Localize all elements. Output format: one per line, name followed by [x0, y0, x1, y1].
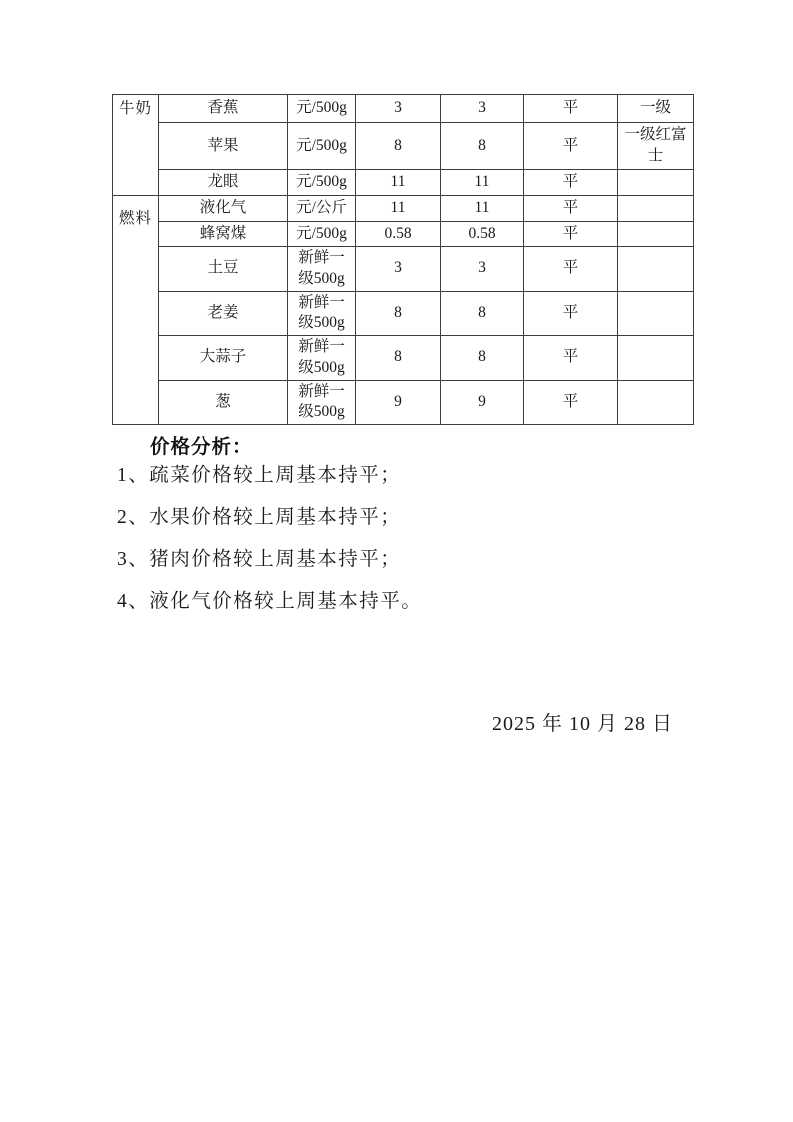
previous-price-cell: 8	[441, 291, 524, 336]
spec-cell: 新鲜一级500g	[288, 291, 356, 336]
analysis-item: 4、液化气价格较上周基本持平。	[117, 591, 423, 612]
current-price-cell: 0.58	[356, 222, 441, 247]
previous-price-cell: 3	[441, 95, 524, 123]
item-cell: 龙眼	[159, 170, 288, 196]
item-cell: 老姜	[159, 291, 288, 336]
spec-cell: 新鲜一级500g	[288, 247, 356, 292]
spec-cell: 新鲜一级500g	[288, 380, 356, 425]
table-row	[113, 170, 694, 196]
analysis-item: 3、猪肉价格较上周基本持平；	[117, 549, 402, 570]
table-row	[113, 196, 694, 222]
trend-cell: 平	[524, 222, 618, 247]
trend-cell: 平	[524, 336, 618, 381]
trend-cell: 平	[524, 123, 618, 170]
previous-price-cell: 11	[441, 170, 524, 196]
table-row	[113, 291, 694, 336]
current-price-cell: 3	[356, 247, 441, 292]
trend-cell: 平	[524, 247, 618, 292]
remark-cell	[618, 380, 694, 425]
analysis-heading: 价格分析：	[150, 436, 253, 458]
previous-price-cell: 11	[441, 196, 524, 222]
remark-cell	[618, 247, 694, 292]
item-cell: 土豆	[159, 247, 288, 292]
remark-cell	[618, 170, 694, 196]
previous-price-cell: 9	[441, 380, 524, 425]
table-row	[113, 380, 694, 425]
previous-price-cell: 0.58	[441, 222, 524, 247]
current-price-cell: 11	[356, 170, 441, 196]
report-date: 2025 年 10 月 28 日	[492, 713, 673, 735]
analysis-list	[117, 465, 677, 633]
spec-cell: 元/500g	[288, 222, 356, 247]
price-table	[112, 94, 694, 425]
current-price-cell: 11	[356, 196, 441, 222]
previous-price-cell: 3	[441, 247, 524, 292]
spec-cell: 元/公斤	[288, 196, 356, 222]
category-cell: 牛奶	[113, 95, 159, 196]
current-price-cell: 3	[356, 95, 441, 123]
spec-cell: 元/500g	[288, 95, 356, 123]
item-cell: 苹果	[159, 123, 288, 170]
table-row	[113, 95, 694, 123]
trend-cell: 平	[524, 380, 618, 425]
remark-cell	[618, 291, 694, 336]
table-row	[113, 247, 694, 292]
remark-cell: 一级	[618, 95, 694, 123]
trend-cell: 平	[524, 170, 618, 196]
remark-cell: 一级红富士	[618, 123, 694, 170]
table-row	[113, 222, 694, 247]
spec-cell: 元/500g	[288, 170, 356, 196]
analysis-item: 1、疏菜价格较上周基本持平；	[117, 465, 402, 486]
trend-cell: 平	[524, 291, 618, 336]
remark-cell	[618, 196, 694, 222]
item-cell: 蜂窝煤	[159, 222, 288, 247]
analysis-item: 2、水果价格较上周基本持平；	[117, 507, 402, 528]
current-price-cell: 8	[356, 123, 441, 170]
remark-cell	[618, 336, 694, 381]
item-cell: 香蕉	[159, 95, 288, 123]
table-row	[113, 336, 694, 381]
spec-cell: 元/500g	[288, 123, 356, 170]
remark-cell	[618, 222, 694, 247]
trend-cell: 平	[524, 196, 618, 222]
item-cell: 葱	[159, 380, 288, 425]
table-row	[113, 123, 694, 170]
trend-cell: 平	[524, 95, 618, 123]
category-cell: 燃料	[113, 196, 159, 425]
previous-price-cell: 8	[441, 336, 524, 381]
spec-cell: 新鲜一级500g	[288, 336, 356, 381]
current-price-cell: 8	[356, 336, 441, 381]
current-price-cell: 8	[356, 291, 441, 336]
previous-price-cell: 8	[441, 123, 524, 170]
current-price-cell: 9	[356, 380, 441, 425]
item-cell: 液化气	[159, 196, 288, 222]
item-cell: 大蒜子	[159, 336, 288, 381]
